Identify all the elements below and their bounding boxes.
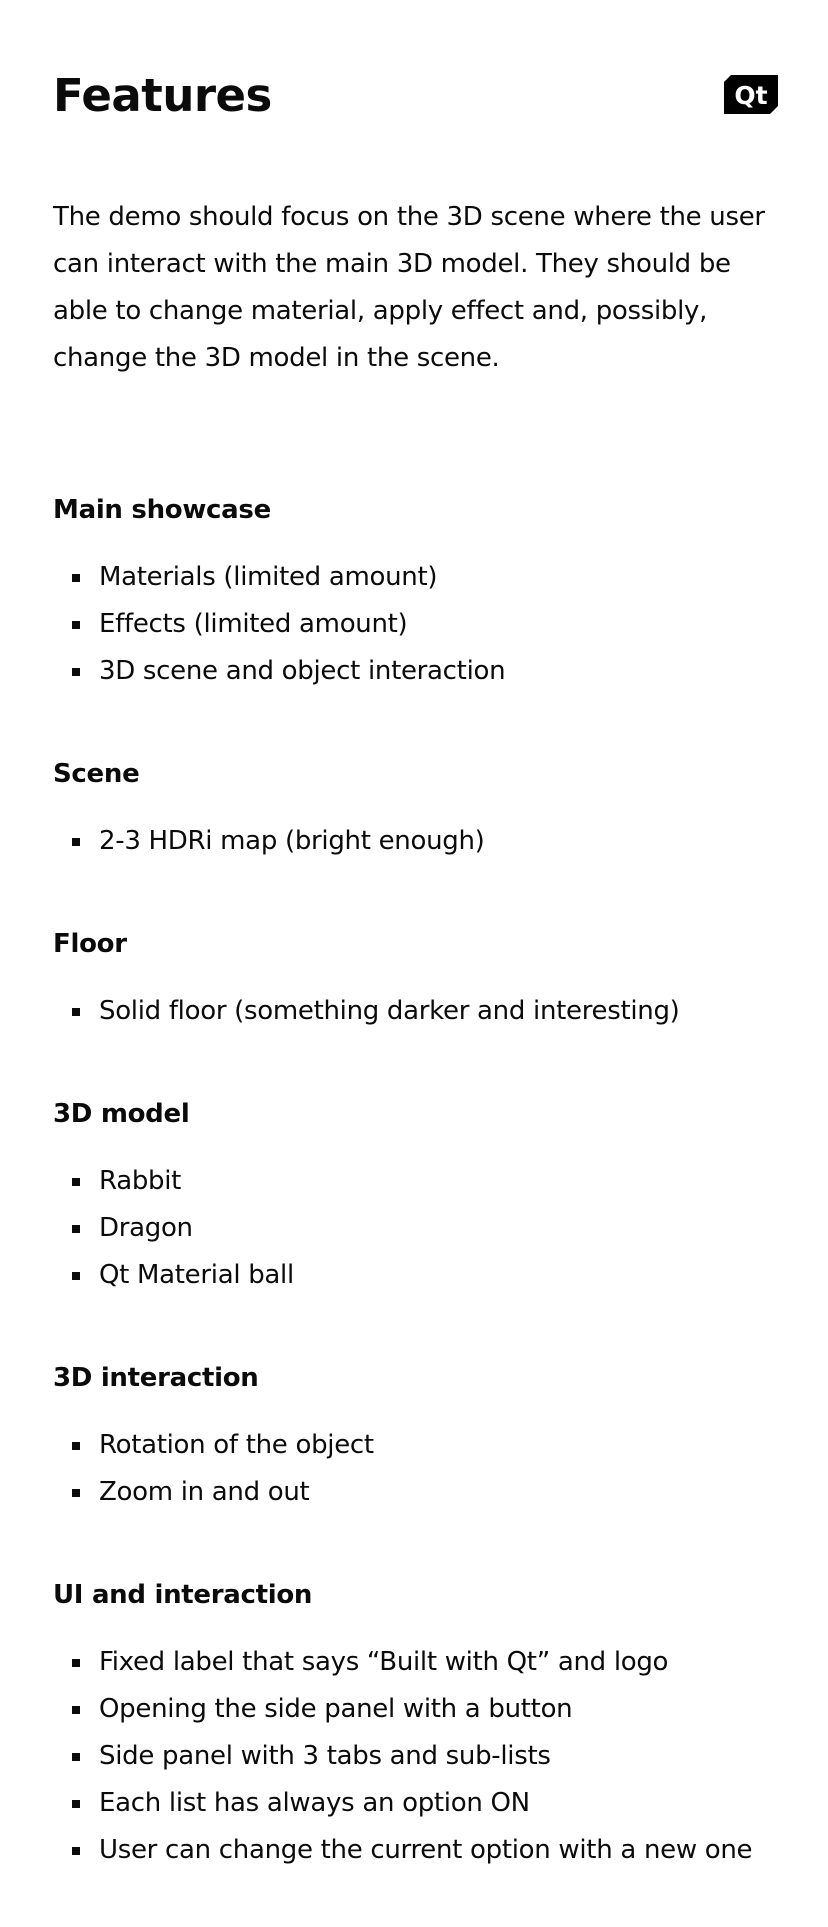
list-item: [53, 1733, 778, 1780]
list-item-text: Zoom in and out: [99, 1477, 310, 1507]
list-item: [53, 1469, 778, 1516]
square-bullet-icon: [72, 1178, 80, 1186]
list-item: [53, 1827, 778, 1874]
list-item-text: Solid floor (something darker and interesting): [99, 996, 680, 1026]
feature-section: [53, 921, 778, 1035]
page-header: [53, 0, 778, 170]
list-item-text: Each list has always an option ON: [99, 1788, 530, 1818]
qt-logo-text: Qt: [734, 81, 768, 110]
list-item: [53, 648, 778, 695]
features-page: [53, 0, 778, 1865]
section-title: 3D interaction: [53, 1363, 259, 1393]
list-item: [53, 988, 778, 1035]
square-bullet-icon: [72, 668, 80, 676]
list-item: [53, 554, 778, 601]
feature-section: [53, 487, 778, 695]
feature-section: [53, 1572, 778, 1874]
list-item-text: Rotation of the object: [99, 1430, 374, 1460]
section-list: [53, 1158, 778, 1299]
square-bullet-icon: [72, 1442, 80, 1450]
list-item-text: User can change the current option with a new one: [99, 1835, 753, 1865]
feature-section: [53, 1091, 778, 1299]
section-title: Main showcase: [53, 495, 271, 525]
list-item: [53, 1252, 778, 1299]
section-title: UI and interaction: [53, 1580, 313, 1610]
list-item-text: Materials (limited amount): [99, 562, 438, 592]
square-bullet-icon: [72, 1008, 80, 1016]
square-bullet-icon: [72, 1272, 80, 1280]
list-item: [53, 1639, 778, 1686]
feature-section: [53, 751, 778, 865]
list-item: [53, 818, 778, 865]
section-title: 3D model: [53, 1099, 190, 1129]
list-item: [53, 1780, 778, 1827]
square-bullet-icon: [72, 1800, 80, 1808]
list-item-text: 3D scene and object interaction: [99, 656, 506, 686]
list-item-text: Rabbit: [99, 1166, 182, 1196]
square-bullet-icon: [72, 838, 80, 846]
list-item: [53, 1686, 778, 1733]
section-list: [53, 554, 778, 695]
square-bullet-icon: [72, 574, 80, 582]
list-item: [53, 1158, 778, 1205]
list-item-text: Opening the side panel with a button: [99, 1694, 573, 1724]
square-bullet-icon: [72, 1489, 80, 1497]
page-title: Features: [53, 69, 272, 122]
intro-paragraph: The demo should focus on the 3D scene where the user can interact with the main 3D model. They should be able to change material, apply effect and, possibly, change the 3D model in the scene.: [53, 202, 765, 373]
list-item: [53, 601, 778, 648]
square-bullet-icon: [72, 1847, 80, 1855]
section-list: [53, 1639, 778, 1874]
square-bullet-icon: [72, 1706, 80, 1714]
list-item: [53, 1422, 778, 1469]
section-title: Floor: [53, 929, 127, 959]
qt-logo-icon: [724, 75, 778, 114]
square-bullet-icon: [72, 621, 80, 629]
feature-section: [53, 1355, 778, 1516]
list-item-text: Qt Material ball: [99, 1260, 294, 1290]
list-item-text: Fixed label that says “Built with Qt” and logo: [99, 1647, 669, 1677]
feature-sections: [53, 487, 778, 1874]
square-bullet-icon: [72, 1659, 80, 1667]
section-list: [53, 988, 778, 1035]
section-list: [53, 1422, 778, 1516]
section-title: Scene: [53, 759, 140, 789]
list-item: [53, 1205, 778, 1252]
section-list: [53, 818, 778, 865]
list-item-text: 2-3 HDRi map (bright enough): [99, 826, 485, 856]
list-item-text: Side panel with 3 tabs and sub-lists: [99, 1741, 551, 1771]
list-item-text: Dragon: [99, 1213, 193, 1243]
square-bullet-icon: [72, 1225, 80, 1233]
square-bullet-icon: [72, 1753, 80, 1761]
list-item-text: Effects (limited amount): [99, 609, 408, 639]
